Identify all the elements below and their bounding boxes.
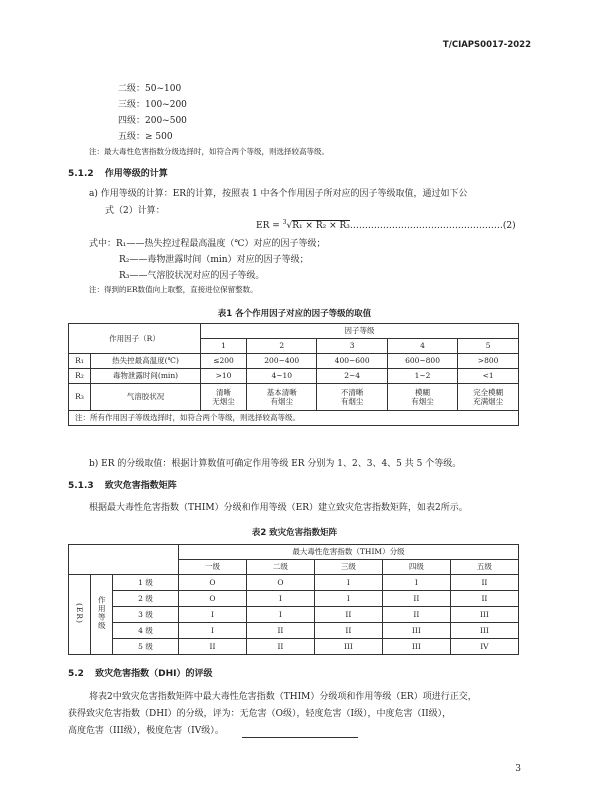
table-cell: <1	[458, 369, 519, 384]
table-row	[69, 607, 519, 623]
row-label: 1 级	[113, 575, 179, 591]
table-cell: 基本清晰 有烟尘	[247, 384, 317, 411]
radical-sign: √	[286, 221, 293, 231]
column-header: 一级	[179, 560, 247, 575]
factor-code: R₃	[69, 384, 91, 411]
table-cell: I	[179, 623, 247, 639]
table-cell: II	[246, 623, 314, 639]
factor-code: R₂	[69, 369, 91, 384]
formula-def: 式中：R₁——热失控过程最高温度（℃）对应的因子等级；	[89, 239, 326, 249]
factor-table	[68, 323, 519, 426]
table-row	[69, 384, 519, 411]
table-row	[69, 369, 519, 384]
table-cell: III	[450, 623, 518, 639]
section-title: 作用等级的计算	[104, 169, 168, 179]
paragraph-line: 高度危害（III级），极度危害（IV级）。	[68, 726, 224, 736]
factor-code: R₁	[69, 354, 91, 369]
level-header: 2	[247, 339, 317, 354]
table-cell: 清晰 无烟尘	[201, 384, 247, 411]
table-cell: II	[382, 591, 450, 607]
formula-def: R₂——毒物泄露时间（min）对应的因子等级；	[119, 255, 309, 265]
table-row	[69, 591, 519, 607]
column-header: 二级	[246, 560, 314, 575]
radical-index: 3	[282, 219, 287, 226]
table-cell: II	[450, 575, 518, 591]
radicand: R₁ × R₂ × R₃	[292, 221, 350, 231]
table-cell: 4~10	[247, 369, 317, 384]
section-title: 致灾危害指数矩阵	[104, 481, 177, 491]
table-cell: III	[382, 639, 450, 655]
level-header: 4	[387, 339, 457, 354]
table-note: 注：所有作用因子等级选择时，如符合两个等级，则选择较高等级。	[69, 411, 519, 426]
table-caption: 表1 各个作用因子对应的因子等级的取值	[217, 309, 372, 319]
table-cell: III	[314, 639, 382, 655]
row-group-label-inner: 作用等级	[91, 575, 113, 655]
level-header: 3	[317, 339, 387, 354]
table-cell: III	[382, 623, 450, 639]
table-cell: IV	[450, 639, 518, 655]
table-cell: 200~400	[247, 354, 317, 369]
table-cell: I	[314, 591, 382, 607]
table-cell: O	[246, 575, 314, 591]
table-cell: I	[382, 575, 450, 591]
factor-name: 气溶胶状况	[91, 384, 201, 411]
table-cell: ≤200	[201, 354, 247, 369]
level-item: 三级：100~200	[118, 100, 187, 110]
table-cell: I	[246, 607, 314, 623]
table-cell: >800	[458, 354, 519, 369]
table-cell: I	[179, 607, 247, 623]
level-item: 二级：50~100	[118, 84, 182, 94]
table-cell: >10	[201, 369, 247, 384]
factor-name: 毒物泄露时间(min)	[91, 369, 201, 384]
hazard-matrix-table	[68, 544, 519, 655]
table-cell: 400~600	[317, 354, 387, 369]
column-header: 五级	[450, 560, 518, 575]
table-row	[69, 623, 519, 639]
section-number: 5.1.2	[68, 169, 94, 179]
level-header: 1	[201, 339, 247, 354]
column-header: 作用因子（R）	[69, 324, 201, 354]
paragraph: 根据最大毒性危害指数（THIM）分级和作用等级（ER）建立致灾危害指数矩阵，如表2所示。	[89, 503, 468, 513]
page-number: 3	[515, 764, 521, 774]
table-row	[69, 354, 519, 369]
table-cell: II	[314, 607, 382, 623]
table-cell: 不清晰 有烟尘	[317, 384, 387, 411]
formula-lhs: ER =	[256, 221, 283, 231]
table-cell: 1~2	[387, 369, 457, 384]
doc-code: T/CIAPS0017-2022	[442, 40, 531, 50]
table-cell: O	[179, 575, 247, 591]
table-cell: II	[314, 623, 382, 639]
table-cell: 模糊 有烟尘	[387, 384, 457, 411]
table-cell: 2~4	[317, 369, 387, 384]
note: 注：最大毒性危害指数分级选择时，如符合两个等级，则选择较高等级。	[89, 147, 329, 156]
section-number: 5.1.3	[68, 481, 94, 491]
section-heading	[68, 166, 168, 179]
group-header: 最大毒性危害指数（THIM）分级	[179, 545, 519, 560]
table-cell: I	[246, 591, 314, 607]
level-header: 5	[458, 339, 519, 354]
table-caption: 表2 致灾危害指数矩阵	[251, 528, 338, 538]
paragraph: b) ER 的分级取值：根据计算数值可确定作用等级 ER 分别为 1、2、3、4、5 共 5 个等级。	[89, 459, 462, 469]
level-item: 四级：200~500	[118, 116, 187, 126]
table-cell: III	[450, 607, 518, 623]
row-label: 5 级	[113, 639, 179, 655]
table-cell: II	[179, 639, 247, 655]
group-header: 因子等级	[201, 324, 519, 339]
paragraph-line: 将表2中致灾危害指数矩阵中最大毒性危害指数（THIM）分级项和作用等级（ER）项进行正交，	[89, 692, 477, 702]
table-cell: 600~800	[387, 354, 457, 369]
formula-def: R₃——气溶胶状况对应的因子等级。	[119, 271, 265, 281]
row-label: 3 级	[113, 607, 179, 623]
section-heading	[68, 478, 177, 491]
formula	[256, 219, 516, 231]
section-title: 致灾危害指数（DHI）的评级	[95, 669, 213, 679]
footnote-divider	[242, 737, 358, 738]
table-cell: II	[382, 607, 450, 623]
column-header: 三级	[314, 560, 382, 575]
paragraph: 式（2）计算：	[105, 206, 165, 216]
note: 注：得到的ER数值向上取整，直接进位保留整数。	[89, 285, 258, 294]
column-header: 四级	[382, 560, 450, 575]
table-cell: I	[314, 575, 382, 591]
row-label: 2 级	[113, 591, 179, 607]
level-item: 五级：≥ 500	[118, 132, 173, 142]
row-group-label-outer: (ER)	[69, 575, 91, 655]
section-heading	[68, 666, 212, 679]
row-label: 4 级	[113, 623, 179, 639]
corner-cell	[69, 545, 179, 575]
formula-dots: ……………………………………………(2)	[349, 221, 516, 231]
paragraph-line: 获得致灾危害指数（DHI）的分级，评为：无危害（O级），轻度危害（I级），中度危害（II级），	[68, 709, 452, 719]
table-row	[69, 575, 519, 591]
table-cell: O	[179, 591, 247, 607]
table-row	[69, 639, 519, 655]
table-cell: II	[450, 591, 518, 607]
paragraph: a) 作用等级的计算：ER的计算，按照表 1 中各个作用因子所对应的因子等级取值，通过如下公	[89, 189, 468, 199]
table-cell: II	[246, 639, 314, 655]
factor-name: 热失控最高温度(℃)	[91, 354, 201, 369]
section-number: 5.2	[68, 669, 84, 679]
table-cell: 完全模糊 充满烟尘	[458, 384, 519, 411]
